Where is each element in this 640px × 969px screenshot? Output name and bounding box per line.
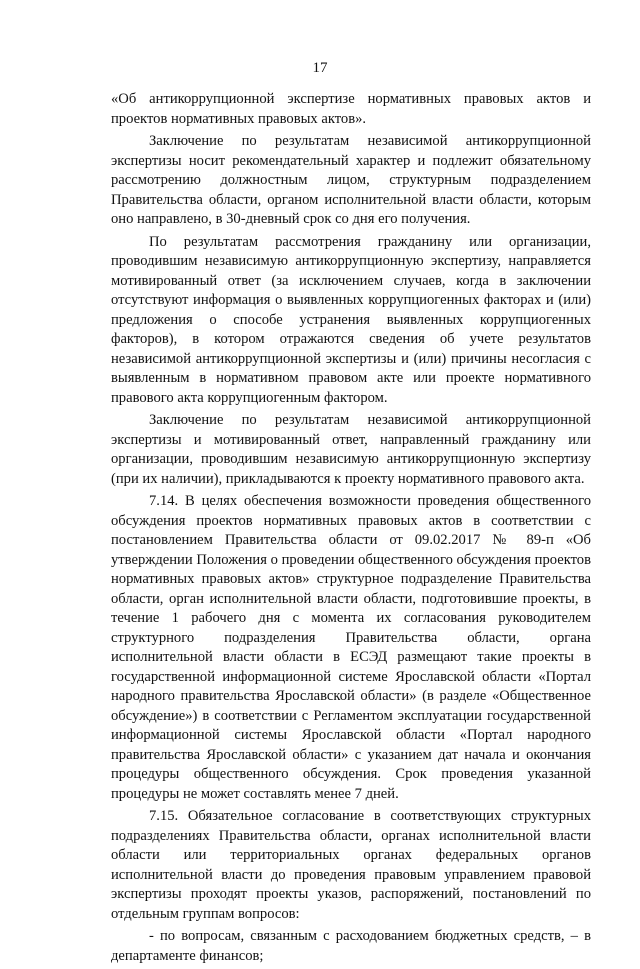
paragraph-motivated-response: По результатам рассмотрения гражданину или организации, проводившим независимую антикоррупционную экспертизу, направляется мотивированный ответ (за исключением случаев, когда в заключении отсутствуют информация о выявленных коррупциогенных факторах и (или) предложения о способе устранения выявленных коррупциогенных факторов), в котором отражаются сведения об учете результатов независимой антикоррупционной экспертизы и (или) причины несогласия с выявленным в нормативном правовом акте или проекте нормативного правового акта коррупциогенным фактором.	[111, 233, 591, 406]
document-body	[111, 90, 591, 969]
paragraph-7-14-public-discussion: 7.14. В целях обеспечения возможности проведения общественного обсуждения проектов нормативных правовых актов в соответствии с постановлением Правительства области от 09.02.2017 № 89-п «Об утверждении Положения о проведении общественного обсуждения проектов нормативных правовых актов» структурное подразделение Правительства области, орган исполнительной власти области, подготовившие проекты, в течение 1 рабочего дня с момента их согласования руководителем структурного подразделения Правительства области, органа исполнительной власти области в ЕСЭД размещают такие проекты в государственной информационной системе Ярославской области «Портал народного правительства Ярославской области» (в разделе «Общественное обсуждение») в соответствии с Регламентом эксплуатации государственной информационной системы Ярославской области «Портал народного правительства Ярославской области» с указанием дат начала и окончания процедуры общественного обсуждения. Срок проведения указанной процедуры не может составлять менее 7 дней.	[111, 493, 591, 802]
paragraph-law-title-continuation: «Об антикоррупционной экспертизе нормативных правовых актов и проектов нормативных правовых актов».	[111, 91, 591, 127]
paragraph-conclusion-recommendatory: Заключение по результатам независимой антикоррупционной экспертизы носит рекомендательный характер и подлежит обязательному рассмотрению должностным лицом, структурным подразделением Правительства области, органом исполнительной власти области, которым оно направлено, в 30-дневный срок со дня его получения.	[111, 133, 591, 227]
paragraph-budget-finance-item: - по вопросам, связанным с расходованием бюджетных средств, – в департаменте финансов;	[111, 928, 591, 964]
paragraph-7-15-mandatory-approval: 7.15. Обязательное согласование в соответствующих структурных подразделениях Правительства области, органах исполнительной власти области или территориальных органах федеральных органов исполнительной власти до проведения правовым управлением правовой экспертизы проходят проекты указов, распоряжений, постановлений по отдельным группам вопросов:	[111, 808, 591, 922]
paragraph-attachments: Заключение по результатам независимой антикоррупционной экспертизы и мотивированный ответ, направленный гражданину или организации, проводившим независимую антикоррупционную экспертизу (при их наличии), прикладываются к проекту нормативного правового акта.	[111, 412, 591, 487]
page-number: 17	[312, 60, 328, 76]
